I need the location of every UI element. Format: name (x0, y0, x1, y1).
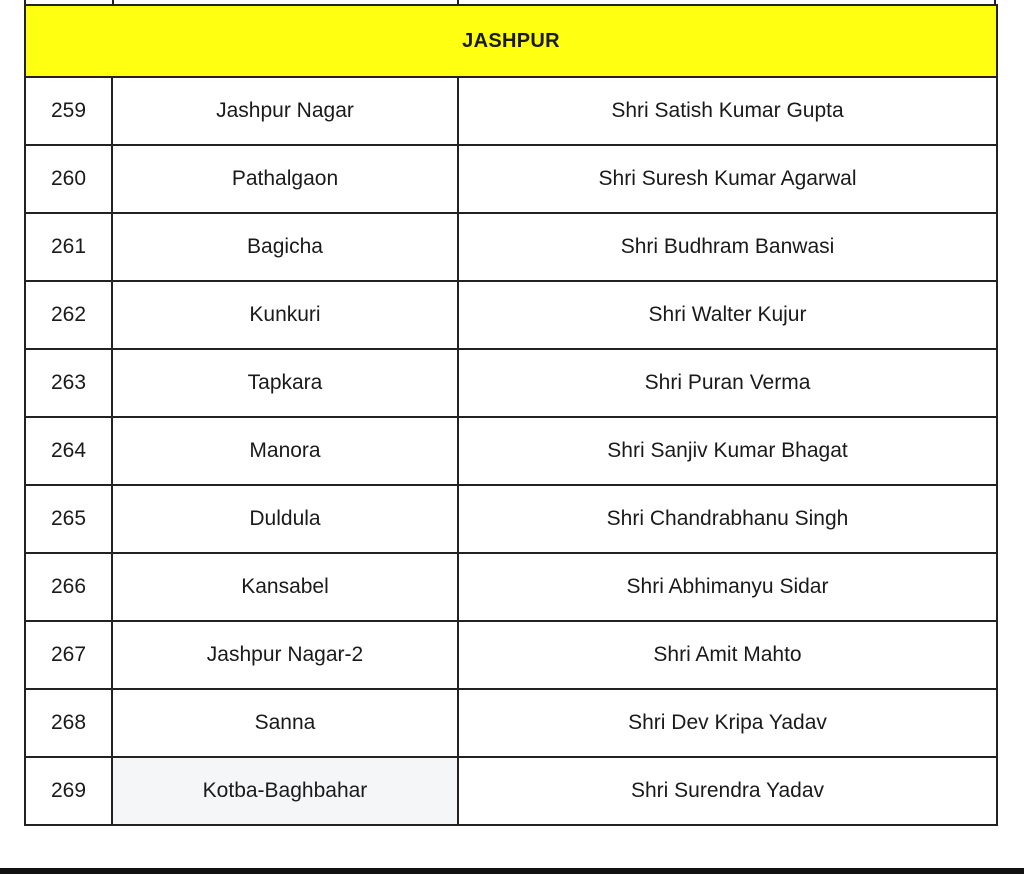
place-name: Kotba-Baghbahar (112, 757, 458, 825)
row-number: 266 (25, 553, 112, 621)
place-name: Tapkara (112, 349, 458, 417)
table-row (25, 621, 997, 689)
bottom-edge-bar (0, 868, 1024, 874)
row-number: 259 (25, 77, 112, 145)
place-name: Sanna (112, 689, 458, 757)
person-name: Shri Abhimanyu Sidar (458, 553, 997, 621)
person-name: Shri Chandrabhanu Singh (458, 485, 997, 553)
table-row (25, 281, 997, 349)
person-name: Shri Dev Kripa Yadav (458, 689, 997, 757)
place-name: Jashpur Nagar-2 (112, 621, 458, 689)
place-name: Bagicha (112, 213, 458, 281)
table-row (25, 417, 997, 485)
person-name: Shri Walter Kujur (458, 281, 997, 349)
table-row (25, 485, 997, 553)
person-name: Shri Budhram Banwasi (458, 213, 997, 281)
table-row (25, 213, 997, 281)
appointments-table (24, 4, 998, 826)
row-number: 268 (25, 689, 112, 757)
district-header-row (25, 5, 997, 77)
row-number: 269 (25, 757, 112, 825)
place-name: Duldula (112, 485, 458, 553)
table-row (25, 553, 997, 621)
person-name: Shri Sanjiv Kumar Bhagat (458, 417, 997, 485)
table-row (25, 757, 997, 825)
row-number: 267 (25, 621, 112, 689)
person-name: Shri Satish Kumar Gupta (458, 77, 997, 145)
row-number: 260 (25, 145, 112, 213)
place-name: Pathalgaon (112, 145, 458, 213)
table-row (25, 145, 997, 213)
row-number: 265 (25, 485, 112, 553)
table-row (25, 689, 997, 757)
row-number: 264 (25, 417, 112, 485)
place-name: Kunkuri (112, 281, 458, 349)
table-row (25, 77, 997, 145)
district-name: JASHPUR (25, 5, 997, 77)
table-row (25, 349, 997, 417)
person-name: Shri Puran Verma (458, 349, 997, 417)
person-name: Shri Suresh Kumar Agarwal (458, 145, 997, 213)
row-number: 261 (25, 213, 112, 281)
row-number: 262 (25, 281, 112, 349)
row-number: 263 (25, 349, 112, 417)
place-name: Jashpur Nagar (112, 77, 458, 145)
person-name: Shri Surendra Yadav (458, 757, 997, 825)
person-name: Shri Amit Mahto (458, 621, 997, 689)
place-name: Kansabel (112, 553, 458, 621)
place-name: Manora (112, 417, 458, 485)
